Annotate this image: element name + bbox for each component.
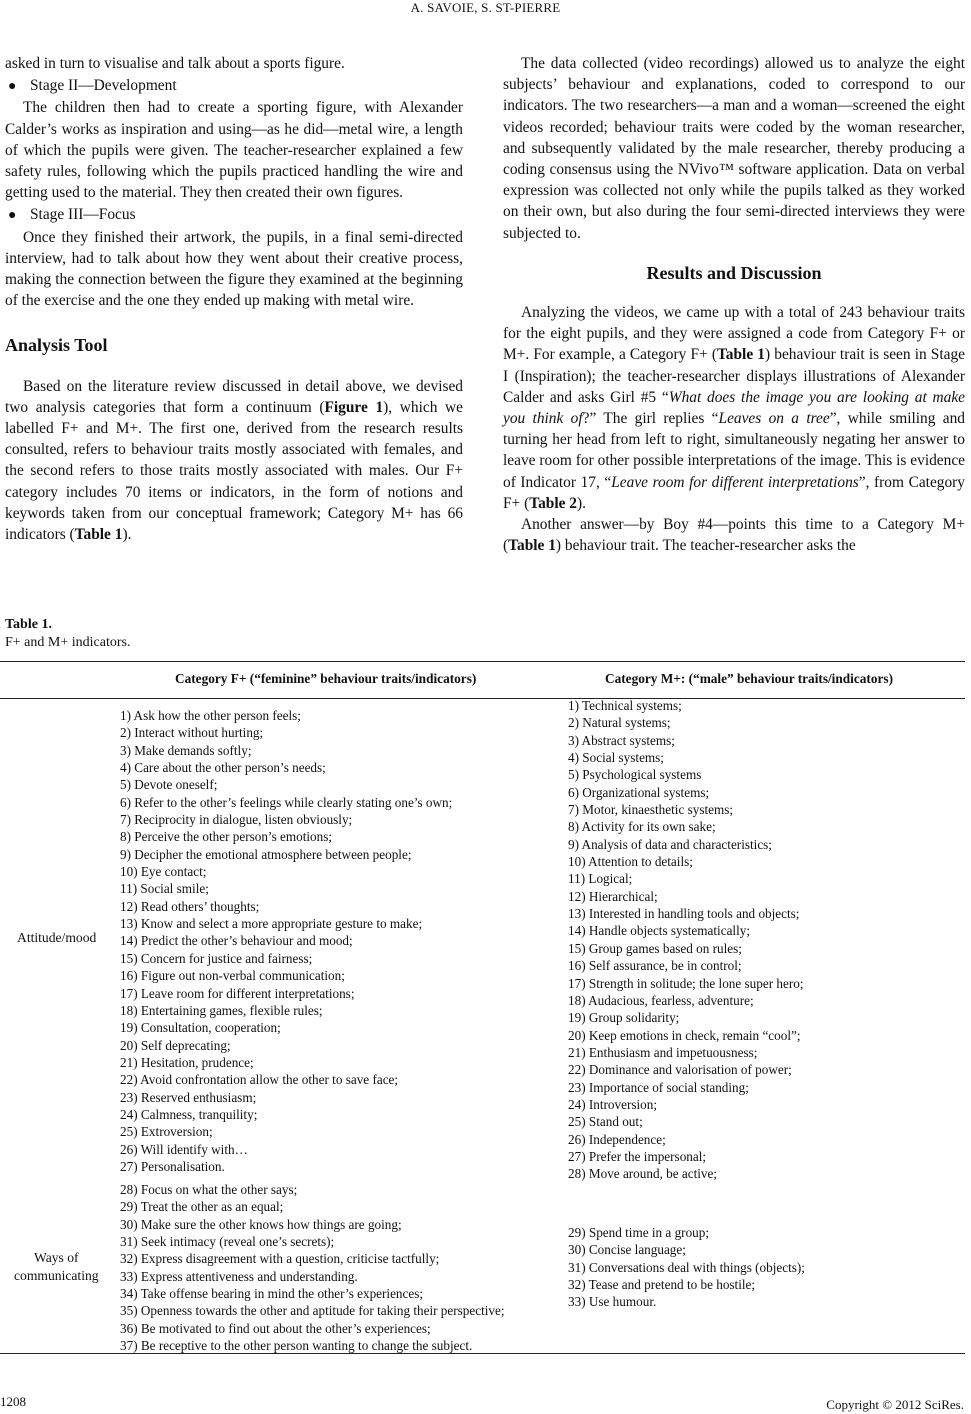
table-ref-link[interactable]: Table 2 bbox=[529, 494, 577, 512]
indicator-item: 32) Express disagreement with a question, criticise tactfully; bbox=[120, 1251, 440, 1267]
heading-analysis-tool: Analysis Tool bbox=[5, 335, 108, 356]
indicator-item: 13) Know and select a more appropriate gesture to make; bbox=[120, 916, 423, 932]
stage-2-label: Stage II—Development bbox=[30, 77, 177, 95]
indicator-item: 21) Enthusiasm and impetuousness; bbox=[568, 1044, 758, 1060]
indicator-item: 34) Take offense bearing in mind the other’s experiences; bbox=[120, 1286, 424, 1302]
indicator-item: 33) Use humour. bbox=[568, 1294, 657, 1310]
indicator-item: 29) Spend time in a group; bbox=[568, 1225, 710, 1240]
indicator-item: 25) Stand out; bbox=[568, 1114, 643, 1130]
indicator-item: 31) Seek intimacy (reveal one’s secrets); bbox=[120, 1234, 335, 1250]
indicator-item: 10) Attention to details; bbox=[568, 854, 693, 870]
paragraph-boy-answer: Another answer—by Boy #4—points this time to a Category M+ (Table 1) behaviour trait. The teacher-researcher asks the bbox=[503, 516, 965, 555]
table-ref-link[interactable]: Table 1 bbox=[74, 526, 123, 544]
indicator-item: 20) Keep emotions in check, remain “cool”; bbox=[568, 1027, 801, 1043]
indicator-item: 26) Will identify with… bbox=[120, 1141, 248, 1157]
stage-2-bullet bbox=[5, 75, 463, 97]
row-label-communicating: Ways of communicating bbox=[14, 1250, 99, 1283]
stage-3-label: Stage III—Focus bbox=[30, 206, 136, 224]
indicator-item: 17) Leave room for different interpretations; bbox=[120, 985, 355, 1001]
indicator-item: 20) Self deprecating; bbox=[120, 1037, 231, 1053]
table-label: Table 1. bbox=[5, 617, 52, 632]
page-number: 1208 bbox=[0, 1394, 26, 1409]
indicator-item: 8) Activity for its own sake; bbox=[568, 819, 716, 835]
table-ref-link[interactable]: Table 1 bbox=[716, 346, 765, 364]
indicator-item: 24) Introversion; bbox=[568, 1096, 657, 1112]
indicator-item: 11) Logical; bbox=[568, 871, 633, 887]
m-items-communicating bbox=[568, 1224, 805, 1311]
header-category-m: Category M+: (“male” behaviour traits/indicators) bbox=[605, 671, 893, 686]
indicator-item: 5) Psychological systems bbox=[568, 767, 702, 783]
f-items-communicating bbox=[120, 1181, 505, 1354]
indicator-item: 30) Concise language; bbox=[568, 1242, 686, 1258]
indicator-item: 19) Group solidarity; bbox=[568, 1010, 680, 1026]
copyright: Copyright © 2012 SciRes. bbox=[826, 1397, 964, 1412]
indicator-item: 37) Be receptive to the other person wanting to change the subject. bbox=[120, 1338, 473, 1354]
indicator-item: 23) Importance of social standing; bbox=[568, 1079, 749, 1095]
indicator-item: 17) Strength in solitude; the lone super hero; bbox=[568, 975, 804, 991]
paragraph-results: Analyzing the videos, we came up with a total of 243 behaviour traits for the eight pupils, and they were assigned a code from Category F+ or M+. For example, a Category F+ (Table 1) behaviour trait is seen in Stage I (Inspiration); the teacher-researcher displays illustrations of Alexander Calder and asks Girl #5 “What does the image you are looking at make you think of?” The girl replies “Leaves on a tree”, while smiling and turning her head from left to right, simultaneously negating her answer to leave room for other possible interpretations of the image. This is evidence of Indicator 17, “Leave room for different interpretations”, from Category F+ (Table 2). bbox=[503, 304, 965, 512]
right-column bbox=[503, 53, 965, 556]
indicator-item: 14) Predict the other’s behaviour and mood; bbox=[120, 933, 353, 949]
indicator-item: 3) Abstract systems; bbox=[568, 732, 675, 748]
indicator-item: 23) Reserved enthusiasm; bbox=[120, 1089, 257, 1105]
indicator-item: 13) Interested in handling tools and objects; bbox=[568, 906, 800, 922]
indicator-item: 4) Social systems; bbox=[568, 750, 664, 766]
indicator-item: 12) Read others’ thoughts; bbox=[120, 898, 260, 914]
paragraph-analysis: Based on the literature review discussed in detail above, we devised two analysis categories that form a continuum (Figure 1), which we labelled F+ and M+. The first one, derived from the research results consulted, refers to behaviour traits mostly associated with females, and the second refers to those traits mostly associated with males. Our F+ category includes 70 items or indicators, in the form of notions and keywords taken from our conceptual framework; Category M+ has 66 indicators (Table 1). bbox=[5, 377, 463, 544]
indicator-item: 26) Independence; bbox=[568, 1131, 666, 1147]
table-bottom-rule bbox=[0, 1353, 965, 1354]
indicator-item: 14) Handle objects systematically; bbox=[568, 923, 751, 939]
indicator-item: 16) Self assurance, be in control; bbox=[568, 958, 742, 974]
indicator-item: 2) Natural systems; bbox=[568, 715, 671, 731]
table-caption-text: F+ and M+ indicators. bbox=[5, 635, 131, 650]
indicator-item: 11) Social smile; bbox=[120, 881, 209, 897]
indicator-item: 15) Group games based on rules; bbox=[568, 940, 742, 956]
indicator-item: 9) Decipher the emotional atmosphere between people; bbox=[120, 846, 412, 862]
table-caption bbox=[5, 616, 130, 652]
indicator-item: 29) Treat the other as an equal; bbox=[120, 1199, 284, 1215]
table-ref-link[interactable]: Table 1 bbox=[508, 537, 556, 555]
indicator-item: 28) Move around, be active; bbox=[568, 1166, 718, 1182]
indicator-item: 7) Reciprocity in dialogue, listen obviously; bbox=[120, 812, 353, 828]
indicator-item: 36) Be motivated to find out about the other’s experiences; bbox=[120, 1320, 431, 1336]
indicator-item: 3) Make demands softly; bbox=[120, 742, 252, 758]
table-header-rule bbox=[0, 698, 965, 699]
left-column bbox=[5, 53, 463, 545]
paragraph-data-collection: The data collected (video recordings) allowed us to analyze the eight subjects’ behaviour and explanations, coded to correspond to our indicators. The two researchers—a man and a woman—screened the eight videos recorded; behaviour traits were coded by the woman researcher, and subsequently validated by the male researcher, thereby producing a coding consensus using the NVivo™ software application. Data on verbal expression was collected not only while the pupils talked as they worked on their own, but also during the four semi-directed interviews they were subjected to. bbox=[503, 55, 965, 242]
indicator-item: 1) Ask how the other person feels; bbox=[120, 708, 301, 723]
paragraph-stage-3: Once they finished their artwork, the pupils, in a final semi-directed interview, had to talk about how they went about their creative process, making the connection between the figure they examined at the beginning of the exercise and the one they ended up making with metal wire. bbox=[5, 228, 463, 310]
row-label-attitude: Attitude/mood bbox=[17, 930, 97, 945]
indicator-item: 18) Audacious, fearless, adventure; bbox=[568, 992, 754, 1008]
indicator-item: 22) Avoid confrontation allow the other to save face; bbox=[120, 1072, 399, 1088]
indicator-item: 31) Conversations deal with things (objects); bbox=[568, 1259, 805, 1275]
indicator-item: 22) Dominance and valorisation of power; bbox=[568, 1062, 792, 1078]
indicator-item: 35) Openness towards the other and aptitude for taking their perspective; bbox=[120, 1303, 505, 1319]
indicator-item: 27) Prefer the impersonal; bbox=[568, 1148, 707, 1164]
indicator-item: 18) Entertaining games, flexible rules; bbox=[120, 1002, 323, 1018]
indicator-item: 6) Refer to the other’s feelings while clearly stating one’s own; bbox=[120, 794, 453, 810]
indicator-item: 30) Make sure the other knows how things are going; bbox=[120, 1216, 402, 1232]
indicator-item: 9) Analysis of data and characteristics; bbox=[568, 836, 772, 852]
bullet-dot-icon: ● bbox=[8, 208, 17, 224]
indicator-item: 33) Express attentiveness and understanding. bbox=[120, 1268, 358, 1284]
indicator-item: 16) Figure out non-verbal communication; bbox=[120, 968, 345, 984]
indicator-item: 6) Organizational systems; bbox=[568, 784, 710, 800]
m-items-attitude bbox=[568, 697, 804, 1183]
table-top-rule bbox=[0, 661, 965, 662]
paragraph-intro: asked in turn to visualise and talk about a sports figure. bbox=[5, 55, 345, 72]
header-category-f: Category F+ (“feminine” behaviour traits/indicators) bbox=[175, 671, 477, 686]
indicator-item: 10) Eye contact; bbox=[120, 864, 207, 880]
indicator-item: 27) Personalisation. bbox=[120, 1158, 225, 1174]
stage-3-bullet bbox=[5, 204, 463, 226]
indicator-item: 2) Interact without hurting; bbox=[120, 725, 264, 741]
indicator-item: 24) Calmness, tranquility; bbox=[120, 1106, 258, 1122]
indicator-item: 7) Motor, kinaesthetic systems; bbox=[568, 802, 734, 818]
indicator-item: 25) Extroversion; bbox=[120, 1124, 213, 1140]
indicator-item: 28) Focus on what the other says; bbox=[120, 1182, 298, 1197]
indicator-item: 15) Concern for justice and fairness; bbox=[120, 950, 313, 966]
heading-results: Results and Discussion bbox=[646, 262, 822, 283]
indicator-item: 21) Hesitation, prudence; bbox=[120, 1054, 254, 1070]
paragraph-stage-2: The children then had to create a sporting figure, with Alexander Calder’s works as inspiration and using—as he did—metal wire, a length of which the pupils were given. The teacher-researcher explained a few safety rules, following which the pupils practiced handling the wire and getting used to the material. They then created their own figures. bbox=[5, 99, 463, 202]
indicator-item: 1) Technical systems; bbox=[568, 698, 682, 713]
indicator-item: 19) Consultation, cooperation; bbox=[120, 1020, 281, 1036]
indicator-item: 32) Tease and pretend to be hostile; bbox=[568, 1277, 756, 1293]
indicator-item: 8) Perceive the other person’s emotions; bbox=[120, 829, 333, 845]
figure-ref-link[interactable]: Figure 1 bbox=[324, 398, 384, 416]
running-head: A. SAVOIE, S. ST-PIERRE bbox=[410, 0, 561, 15]
bullet-dot-icon: ● bbox=[8, 79, 17, 95]
f-items-attitude bbox=[120, 707, 452, 1175]
indicator-item: 12) Hierarchical; bbox=[568, 888, 658, 904]
indicator-item: 5) Devote oneself; bbox=[120, 777, 218, 793]
indicator-item: 4) Care about the other person’s needs; bbox=[120, 760, 326, 776]
